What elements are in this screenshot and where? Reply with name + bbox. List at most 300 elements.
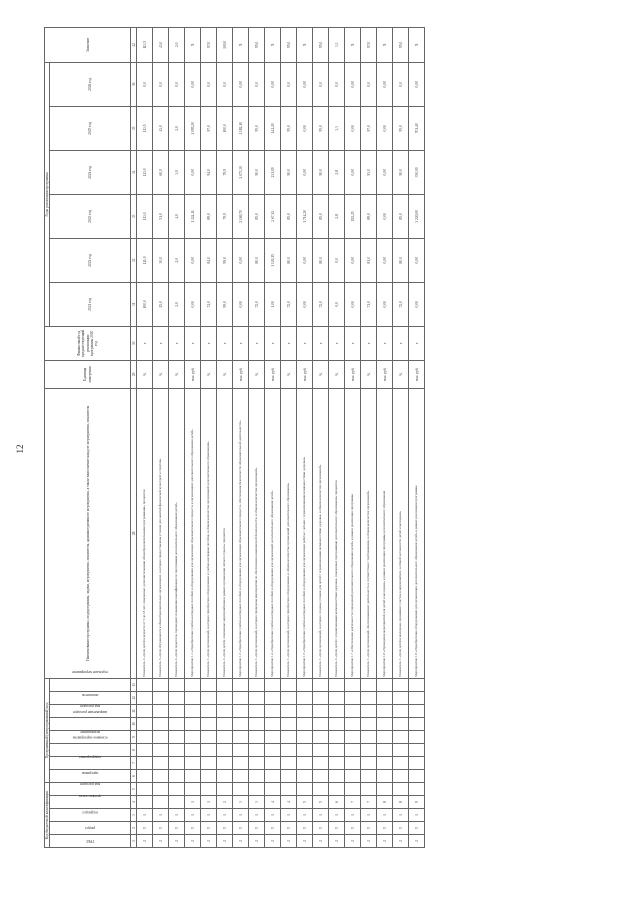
goal-cell: 95,0 xyxy=(393,27,409,62)
code-cell xyxy=(329,717,345,730)
year-value-cell: 1 182,10 xyxy=(233,106,249,150)
year-value-cell: 0,00 xyxy=(345,106,361,150)
description-cell: Мероприятие 1.1 «Приобретение учебно-наглядных пособий и оборудования для организации образовательного процесса в организациях дополнительного образования детей» xyxy=(185,388,201,678)
header-code-label: показатель xyxy=(81,692,99,697)
code-cell xyxy=(313,678,329,691)
year-value-cell: 93,0 xyxy=(361,150,377,194)
description-cell: Показатель 3 «Доля обучающихся в общеобразовательных организациях, в которых предоставлены условия для занятий физической культурой и спортом» xyxy=(153,388,169,678)
code-cell xyxy=(137,730,153,743)
code-cell: 5 xyxy=(169,822,185,835)
code-cell xyxy=(217,678,233,691)
code-cell xyxy=(409,691,425,704)
year-value-cell: 79,9 xyxy=(217,150,233,194)
table-row xyxy=(185,27,201,847)
code-cell xyxy=(393,756,409,769)
code-cell: 2 xyxy=(297,835,313,848)
base-year-cell: х xyxy=(169,326,185,360)
code-cell xyxy=(217,756,233,769)
code-cell xyxy=(313,691,329,704)
code-cell xyxy=(201,717,217,730)
year-value-cell: 0,00 xyxy=(377,238,393,282)
code-cell xyxy=(169,782,185,795)
column-number: 1 xyxy=(131,835,137,848)
page-number: 12 xyxy=(15,444,25,454)
goal-cell: 113,5 xyxy=(137,27,153,62)
year-value-cell: 97,0 xyxy=(201,106,217,150)
rotated-table-container xyxy=(44,37,636,848)
base-year-cell: х xyxy=(361,326,377,360)
code-cell: 2 xyxy=(265,835,281,848)
code-cell xyxy=(329,782,345,795)
year-value-cell: 0,0 xyxy=(329,282,345,326)
year-value-cell: 0,00 xyxy=(233,282,249,326)
year-value-cell: 0,0 xyxy=(217,62,233,106)
header-code-column xyxy=(50,809,131,822)
code-cell xyxy=(313,782,329,795)
code-cell xyxy=(169,743,185,756)
year-value-cell: 3,3 xyxy=(329,106,345,150)
year-value-cell: 111,0 xyxy=(137,238,153,282)
header-year: 2024 год xyxy=(50,150,131,194)
unit-cell: тыс. руб. xyxy=(265,360,281,388)
year-value-cell: 2 169,70 xyxy=(233,194,249,238)
code-cell xyxy=(361,717,377,730)
table-row xyxy=(377,27,393,847)
base-year-cell: х xyxy=(233,326,249,360)
code-cell: 8 xyxy=(393,796,409,809)
year-value-cell: 0,00 xyxy=(377,62,393,106)
description-cell: Показатель 2 «Доля детей с ограниченными возможностями здоровья, охваченных программами дополнительного образования» процентов xyxy=(329,388,345,678)
year-value-cell: 72,0 xyxy=(249,282,265,326)
header-code-label: вид расходов xyxy=(80,782,101,787)
code-cell xyxy=(345,782,361,795)
code-cell xyxy=(409,717,425,730)
code-cell xyxy=(249,756,265,769)
table-row xyxy=(393,27,409,847)
code-cell: 2 xyxy=(345,835,361,848)
year-value-cell: 0,00 xyxy=(377,150,393,194)
code-cell xyxy=(153,743,169,756)
year-value-cell: 0,0 xyxy=(281,62,297,106)
header-year: 2025 год xyxy=(50,106,131,150)
code-cell xyxy=(249,717,265,730)
description-cell: Показатель 1 «Доля организаций, в которых проведены мероприятия по обеспечению комплексной безопасности, в общем количестве организаций» xyxy=(249,388,265,678)
year-value-cell: 80,0 xyxy=(313,238,329,282)
table-row xyxy=(313,27,329,847)
goal-cell: 95,0 xyxy=(313,27,329,62)
code-cell: 2 xyxy=(185,835,201,848)
code-cell xyxy=(313,756,329,769)
code-cell xyxy=(377,717,393,730)
header-code-label: основное мероприятие xyxy=(72,735,108,740)
year-value-cell: 97,0 xyxy=(361,106,377,150)
column-number: 36 xyxy=(131,62,137,106)
year-value-cell: 81,0 xyxy=(361,238,377,282)
code-cell: 2 xyxy=(217,796,233,809)
year-value-cell: 0,0 xyxy=(153,62,169,106)
code-cell xyxy=(137,782,153,795)
code-cell: 1 xyxy=(185,809,201,822)
year-value-cell: 0,00 xyxy=(409,238,425,282)
code-cell xyxy=(345,691,361,704)
year-value-cell: 0,00 xyxy=(297,106,313,150)
code-cell xyxy=(345,717,361,730)
code-cell xyxy=(201,730,217,743)
unit-cell: % xyxy=(217,360,233,388)
code-cell xyxy=(201,691,217,704)
description-cell: Показатель 1 «Доля организаций, в которых приобретено оборудование, в общем количестве организаций дополнительного образования» xyxy=(281,388,297,678)
code-cell xyxy=(265,691,281,704)
header-code-column xyxy=(50,835,131,848)
year-value-cell: 2,8 xyxy=(329,194,345,238)
code-cell xyxy=(265,756,281,769)
header-code-column xyxy=(50,669,131,691)
code-cell xyxy=(361,743,377,756)
code-cell: 2 xyxy=(201,835,217,848)
unit-cell: % xyxy=(281,360,297,388)
description-cell: Показатель 1 «Доля детей и молодежи, принявших участие в мероприятиях, в общей численности детей и молодежи» xyxy=(393,388,409,678)
code-cell xyxy=(297,730,313,743)
base-year-cell: х xyxy=(297,326,313,360)
unit-cell: тыс. руб. xyxy=(409,360,425,388)
code-cell: 1 xyxy=(409,809,425,822)
goal-cell: Х xyxy=(265,27,281,62)
code-cell: 5 xyxy=(361,822,377,835)
code-cell: 5 xyxy=(153,822,169,835)
goal-cell: Х xyxy=(345,27,361,62)
code-cell xyxy=(377,704,393,717)
code-cell xyxy=(153,782,169,795)
code-cell xyxy=(201,756,217,769)
code-cell xyxy=(313,743,329,756)
description-cell: Показатель 1 «Доля организаций, обеспечивающих деятельность в соответствии с требованиями, в общем количестве организаций» xyxy=(361,388,377,678)
year-value-cell: 94,0 xyxy=(201,150,217,194)
code-cell xyxy=(233,743,249,756)
code-cell xyxy=(409,704,425,717)
table-row xyxy=(361,27,377,847)
code-cell xyxy=(281,769,297,782)
code-cell xyxy=(297,691,313,704)
description-cell: Мероприятие 1.8 «Проведение мероприятий для детей и молодежи» в рамках реализации программы дополнительного образования xyxy=(377,388,393,678)
code-cell xyxy=(233,730,249,743)
code-cell xyxy=(281,730,297,743)
code-cell xyxy=(185,730,201,743)
table-row xyxy=(345,27,361,847)
header-code-label: мероприятие xyxy=(80,730,101,735)
code-cell: 2 xyxy=(281,835,297,848)
code-cell xyxy=(313,730,329,743)
code-cell xyxy=(345,678,361,691)
year-value-cell: 1,00 xyxy=(265,282,281,326)
year-value-cell: 441,20 xyxy=(265,106,281,150)
code-cell xyxy=(217,717,233,730)
column-number: 32 xyxy=(131,238,137,282)
code-cell xyxy=(137,796,153,809)
code-cell: 5 xyxy=(313,796,329,809)
code-cell xyxy=(361,691,377,704)
code-cell: 5 xyxy=(345,822,361,835)
code-cell xyxy=(265,782,281,795)
code-cell xyxy=(169,704,185,717)
code-cell: 5 xyxy=(393,822,409,835)
code-cell xyxy=(377,678,393,691)
code-cell xyxy=(393,769,409,782)
code-cell xyxy=(297,704,313,717)
header-year: 2026 год xyxy=(50,62,131,106)
code-cell xyxy=(233,704,249,717)
year-value-cell: 95,0 xyxy=(249,106,265,150)
column-number: 33 xyxy=(131,194,137,238)
code-cell: 5 xyxy=(297,796,313,809)
code-cell xyxy=(169,678,185,691)
column-number: 9 xyxy=(131,730,137,743)
goal-cell: 3,3 xyxy=(329,27,345,62)
code-cell xyxy=(265,730,281,743)
year-value-cell: 231,09 xyxy=(265,150,281,194)
goal-cell: 100,0 xyxy=(217,27,233,62)
code-cell xyxy=(249,691,265,704)
year-value-cell: 1 124,11 xyxy=(185,194,201,238)
unit-cell: % xyxy=(329,360,345,388)
code-cell xyxy=(169,730,185,743)
year-value-cell: 0,00 xyxy=(185,62,201,106)
code-cell: 1 xyxy=(377,809,393,822)
program-indicators-table xyxy=(44,27,425,848)
header-code-label: целевая статья xyxy=(79,793,102,798)
code-cell xyxy=(313,769,329,782)
year-value-cell: 350,00 xyxy=(409,150,425,194)
header-code-label: программа xyxy=(81,770,99,775)
code-cell xyxy=(137,717,153,730)
year-value-cell: 90,0 xyxy=(393,150,409,194)
code-cell: 1 xyxy=(393,809,409,822)
code-cell xyxy=(137,743,153,756)
code-cell xyxy=(361,704,377,717)
code-cell xyxy=(153,769,169,782)
code-cell xyxy=(265,678,281,691)
year-value-cell: 2 073,30 xyxy=(233,150,249,194)
code-cell: 2 xyxy=(137,835,153,848)
code-cell xyxy=(153,796,169,809)
code-cell: 7 xyxy=(345,796,361,809)
year-value-cell: 100,0 xyxy=(137,282,153,326)
year-value-cell: 0,00 xyxy=(377,282,393,326)
description-cell: Показатель 1 «Доля организаций, в которых созданы условия для детей с ограниченными возможностями здоровья, в общем количестве организаций» xyxy=(313,388,329,678)
year-value-cell: 84,0 xyxy=(201,238,217,282)
code-cell xyxy=(361,769,377,782)
code-cell xyxy=(217,730,233,743)
header-code-column xyxy=(50,769,131,782)
code-cell xyxy=(217,743,233,756)
description-cell: Показатель 2 «Доля детей в возрасте от 5 до 18 лет, охваченных дополнительными общеобразовательными программами» процентов xyxy=(137,388,153,678)
header-code-label: подраздел xyxy=(82,810,98,815)
base-year-cell: х xyxy=(185,326,201,360)
code-cell xyxy=(185,691,201,704)
code-cell xyxy=(377,782,393,795)
code-cell xyxy=(233,769,249,782)
year-value-cell: 0,00 xyxy=(185,238,201,282)
year-value-cell: 0,00 xyxy=(297,282,313,326)
year-value-cell: 60,0 xyxy=(153,150,169,194)
code-cell xyxy=(393,743,409,756)
code-cell xyxy=(201,769,217,782)
code-cell xyxy=(329,730,345,743)
table-row xyxy=(297,27,313,847)
code-cell xyxy=(393,717,409,730)
year-value-cell: 4,0 xyxy=(169,194,185,238)
year-value-cell: 0,0 xyxy=(393,62,409,106)
code-cell: 3 xyxy=(233,796,249,809)
year-value-cell: 0,0 xyxy=(361,62,377,106)
code-cell xyxy=(265,717,281,730)
goal-cell: Х xyxy=(377,27,393,62)
year-value-cell: 0,0 xyxy=(249,62,265,106)
code-cell: 1 xyxy=(297,809,313,822)
base-year-cell: х xyxy=(377,326,393,360)
year-value-cell: 0,00 xyxy=(297,238,313,282)
year-value-cell: 0,00 xyxy=(233,62,249,106)
base-year-cell: х xyxy=(329,326,345,360)
code-cell xyxy=(249,743,265,756)
header-code-label: отдельное мероприятие xyxy=(72,669,109,674)
code-cell: 1 xyxy=(361,809,377,822)
code-cell xyxy=(361,678,377,691)
code-cell xyxy=(153,704,169,717)
year-value-cell: 2,0 xyxy=(169,282,185,326)
year-value-cell: 0,00 xyxy=(345,62,361,106)
year-value-cell: 99,0 xyxy=(217,282,233,326)
code-cell xyxy=(297,717,313,730)
code-cell xyxy=(217,704,233,717)
code-cell xyxy=(185,743,201,756)
code-cell: 5 xyxy=(265,822,281,835)
year-value-cell: 0,0 xyxy=(329,238,345,282)
unit-cell: тыс. руб. xyxy=(297,360,313,388)
year-value-cell: 3 220,00 xyxy=(409,194,425,238)
header-group-budget-code: Код бюджетной классификации xyxy=(45,782,50,847)
year-value-cell: 100,0 xyxy=(217,106,233,150)
base-year-cell: х xyxy=(313,326,329,360)
code-cell: 5 xyxy=(409,822,425,835)
code-cell xyxy=(265,704,281,717)
year-value-cell: 0,00 xyxy=(345,282,361,326)
code-cell xyxy=(361,730,377,743)
code-cell xyxy=(201,678,217,691)
code-cell xyxy=(345,730,361,743)
year-value-cell: 85,0 xyxy=(393,194,409,238)
table-row xyxy=(249,27,265,847)
code-cell xyxy=(153,678,169,691)
code-cell xyxy=(217,691,233,704)
unit-cell: % xyxy=(249,360,265,388)
column-number: 34 xyxy=(131,150,137,194)
code-cell: 2 xyxy=(233,835,249,848)
year-value-cell: 1 714,20 xyxy=(297,194,313,238)
code-cell xyxy=(169,769,185,782)
unit-cell: % xyxy=(153,360,169,388)
year-value-cell: 85,0 xyxy=(249,194,265,238)
year-value-cell: 90,0 xyxy=(281,150,297,194)
code-cell xyxy=(169,796,185,809)
description-cell: Мероприятие 1.9 «Приобретение оборудования для организации дополнительного образования детей» в рамках реализации программы xyxy=(409,388,425,678)
goal-cell: Х xyxy=(185,27,201,62)
code-cell xyxy=(185,769,201,782)
code-cell xyxy=(137,756,153,769)
table-row xyxy=(329,27,345,847)
code-cell: 4 xyxy=(281,796,297,809)
year-value-cell: 3,0 xyxy=(169,150,185,194)
table-row xyxy=(265,27,281,847)
goal-cell: Х xyxy=(233,27,249,62)
code-cell: 5 xyxy=(249,822,265,835)
unit-cell: % xyxy=(137,360,153,388)
base-year-cell: х xyxy=(249,326,265,360)
goal-cell: 95,0 xyxy=(281,27,297,62)
year-value-cell: 0,00 xyxy=(377,194,393,238)
year-value-cell: 74,0 xyxy=(201,282,217,326)
code-cell xyxy=(217,769,233,782)
code-cell: 5 xyxy=(217,822,233,835)
code-cell xyxy=(393,678,409,691)
year-value-cell: 2 67,11 xyxy=(265,194,281,238)
code-cell: 1 xyxy=(265,809,281,822)
code-cell: 2 xyxy=(249,835,265,848)
base-year-cell: х xyxy=(409,326,425,360)
header-code-column xyxy=(50,710,131,730)
code-cell xyxy=(201,704,217,717)
code-cell: 1 xyxy=(201,809,217,822)
code-cell xyxy=(201,743,217,756)
goal-cell: Х xyxy=(297,27,313,62)
code-cell: 1 xyxy=(153,809,169,822)
code-cell xyxy=(169,717,185,730)
column-number: 3 xyxy=(131,809,137,822)
code-cell xyxy=(345,704,361,717)
header-years-group: Годы реализации программы xyxy=(45,62,50,326)
code-cell xyxy=(201,782,217,795)
code-cell: 5 xyxy=(377,822,393,835)
description-cell: Мероприятие 1.3 «Приобретение учебно-наглядных пособий и оборудования для организации образовательного процесса, обеспечения безопасности образовательной деятельности» xyxy=(233,388,249,678)
year-value-cell: 0,00 xyxy=(185,282,201,326)
code-cell xyxy=(249,730,265,743)
column-number: 28 xyxy=(131,388,137,678)
year-value-cell: 51,0 xyxy=(153,194,169,238)
column-number: 31 xyxy=(131,282,137,326)
year-value-cell: 0,00 xyxy=(185,150,201,194)
column-number: 6 xyxy=(131,769,137,782)
code-cell: 5 xyxy=(137,822,153,835)
code-cell xyxy=(233,691,249,704)
year-value-cell: 113,0 xyxy=(137,150,153,194)
year-value-cell: 113,0 xyxy=(137,194,153,238)
code-cell: 1 xyxy=(233,809,249,822)
column-number: 35 xyxy=(131,106,137,150)
column-number: 13 xyxy=(131,678,137,691)
year-value-cell: 292,25 xyxy=(345,194,361,238)
table-row xyxy=(153,27,169,847)
base-year-cell: х xyxy=(393,326,409,360)
description-cell: Мероприятие 1.4 «Приобретение учебно-наглядных пособий и оборудования для организаций дополнительного образования детей» xyxy=(265,388,281,678)
code-cell: 7 xyxy=(361,796,377,809)
header-code-column xyxy=(50,756,131,769)
code-cell xyxy=(281,782,297,795)
year-value-cell: 0,0 xyxy=(201,62,217,106)
year-value-cell: 80,0 xyxy=(281,238,297,282)
code-cell xyxy=(297,782,313,795)
code-cell xyxy=(265,743,281,756)
header-code-column xyxy=(50,793,131,809)
code-cell xyxy=(329,769,345,782)
